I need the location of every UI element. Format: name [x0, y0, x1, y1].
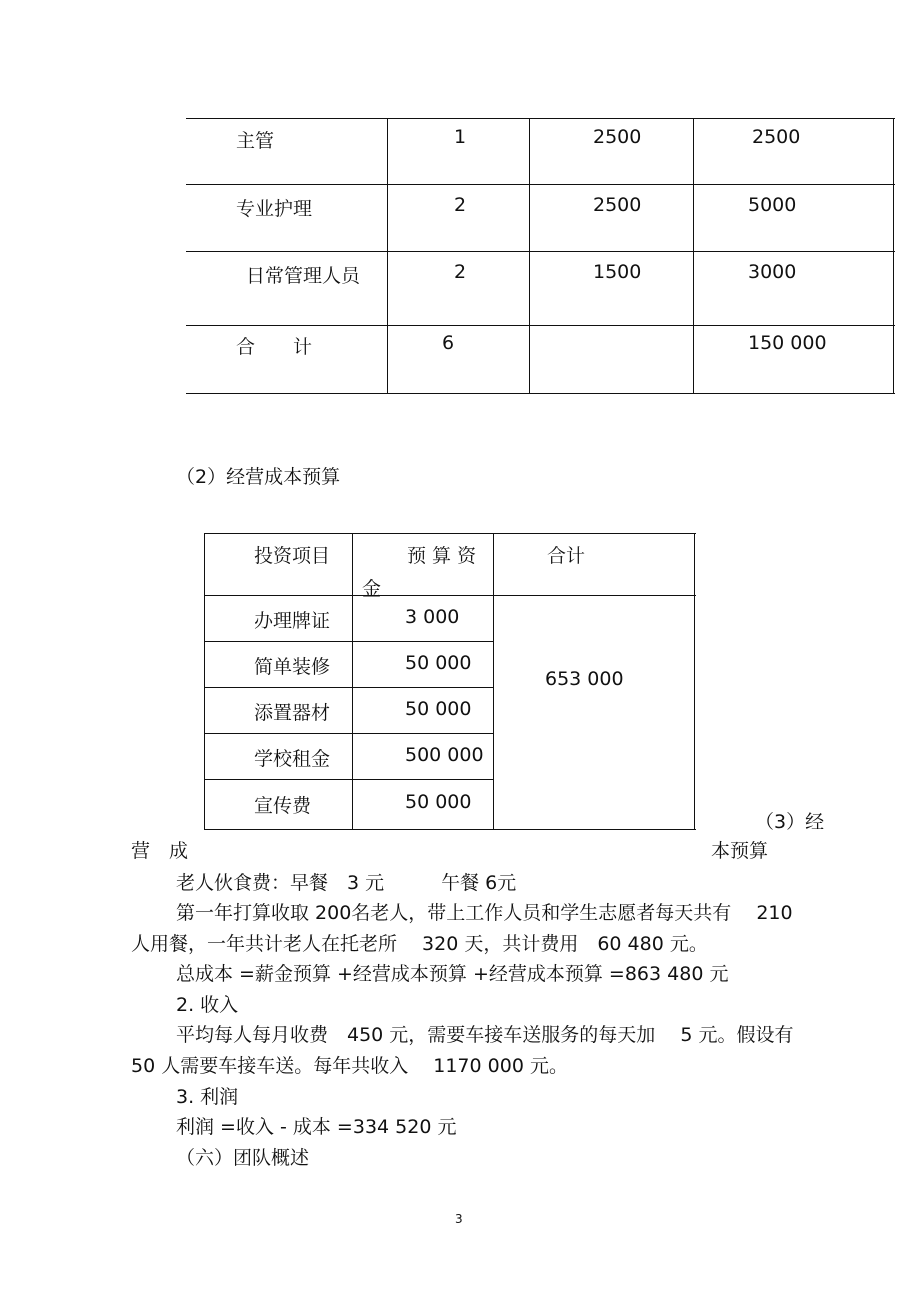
- column-header: 金: [362, 578, 382, 600]
- table-cell: 添置器材: [254, 702, 331, 724]
- staff-salary-table: [186, 118, 895, 394]
- table-border: [204, 733, 494, 734]
- table-cell: 150 000: [748, 332, 827, 354]
- section-heading: 本预算: [711, 840, 769, 862]
- operating-budget-table: [204, 533, 696, 830]
- table-cell: 50 000: [405, 652, 472, 674]
- table-cell: 2500: [593, 194, 642, 216]
- table-border: [352, 533, 353, 830]
- table-cell: 1: [454, 126, 467, 148]
- table-border: [493, 533, 494, 830]
- body-text: 人用餐，一年共计老人在托老所 320 天，共计费用 60 480 元。: [131, 933, 708, 955]
- section-heading: （六）团队概述: [176, 1147, 310, 1169]
- body-text: 平均每人每月收费 450 元，需要车接车送服务的每天加 5 元。假设有: [176, 1024, 794, 1046]
- column-header: 投资项目: [254, 545, 331, 567]
- table-cell: 办理牌证: [254, 610, 331, 632]
- table-cell: 宣传费: [254, 795, 312, 817]
- body-text: 50 人需要车接车送。每年共收入 1170 000 元。: [131, 1055, 568, 1077]
- body-text: 老人伙食费：早餐 3 元 午餐 6元: [176, 872, 517, 894]
- table-border: [529, 118, 530, 394]
- sub-heading: 2. 收入: [176, 994, 239, 1016]
- table-border: [204, 641, 494, 642]
- table-border: [186, 118, 895, 119]
- table-cell: 2500: [593, 126, 642, 148]
- table-border: [204, 533, 696, 534]
- table-cell: 1500: [593, 261, 642, 283]
- table-cell: 合 计: [236, 336, 313, 358]
- table-cell: 专业护理: [236, 198, 313, 220]
- table-cell: 学校租金: [254, 748, 331, 770]
- page-number: 3: [455, 1212, 463, 1226]
- table-border: [387, 118, 388, 394]
- table-cell: 5000: [748, 194, 797, 216]
- table-cell: 日常管理人员: [246, 265, 361, 287]
- sub-heading: 3. 利润: [176, 1086, 239, 1108]
- table-cell: 2: [454, 261, 467, 283]
- table-border: [204, 595, 696, 596]
- table-border: [186, 251, 895, 252]
- table-border: [694, 533, 695, 830]
- table-cell: 500 000: [405, 744, 484, 766]
- table-cell: 主管: [236, 130, 275, 152]
- table-border: [186, 393, 895, 394]
- table-border: [204, 829, 696, 830]
- section-heading: （3）经: [755, 811, 825, 833]
- table-cell: 50 000: [405, 791, 472, 813]
- column-header: 合计: [547, 545, 586, 567]
- table-border: [186, 184, 895, 185]
- table-border: [186, 325, 895, 326]
- section-heading: 营 成: [131, 840, 189, 862]
- table-cell: 50 000: [405, 698, 472, 720]
- table-cell: 简单装修: [254, 656, 331, 678]
- section-heading: （2）经营成本预算: [176, 466, 341, 488]
- table-cell: 3000: [748, 261, 797, 283]
- column-header: 预 算 资: [407, 545, 477, 567]
- table-border: [204, 687, 494, 688]
- grand-total-cell: 653 000: [545, 668, 624, 690]
- table-border: [693, 118, 694, 394]
- body-text: 总成本 =薪金预算 +经营成本预算 +经营成本预算 =863 480 元: [176, 963, 729, 985]
- table-border: [204, 533, 205, 830]
- table-cell: 2: [454, 194, 467, 216]
- body-text: 利润 =收入 - 成本 =334 520 元: [176, 1116, 457, 1138]
- table-cell: 2500: [752, 126, 801, 148]
- body-text: 第一年打算收取 200名老人，带上工作人员和学生志愿者每天共有 210: [176, 902, 793, 924]
- table-border: [204, 779, 494, 780]
- table-cell: 3 000: [405, 606, 460, 628]
- table-border: [893, 118, 894, 394]
- table-cell: 6: [442, 332, 455, 354]
